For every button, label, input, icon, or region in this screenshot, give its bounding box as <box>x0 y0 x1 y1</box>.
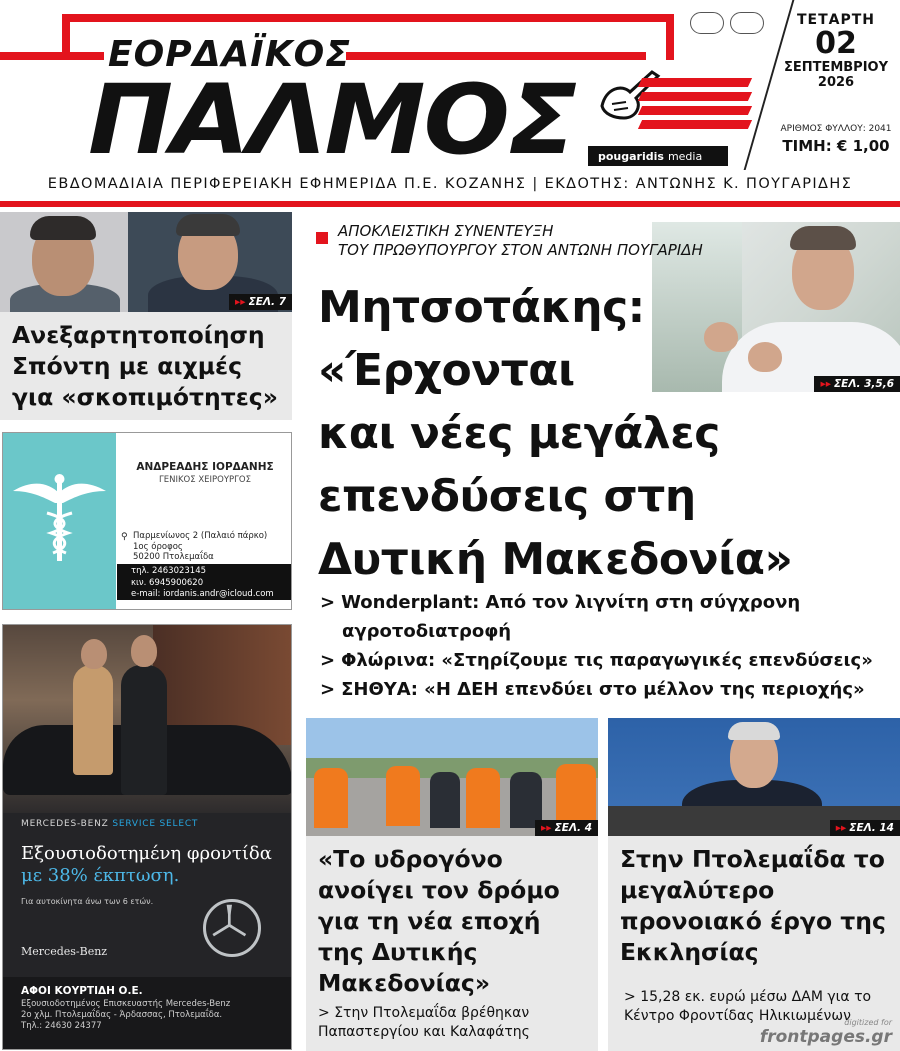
lead-kicker: ΑΠΟΚΛΕΙΣΤΙΚΗ ΣΥΝΕΝΤΕΥΞΗ ΤΟΥ ΠΡΩΘΥΠΟΥΡΓΟΥ ΣΤΟΝ ΑΝΤΩΝΗ ΠΟΥΓΑΡΙΔΗ <box>338 222 703 259</box>
lead-story[interactable] <box>300 212 900 712</box>
hydrogen-page-ref: ▸▸ ΣΕΛ. 4 <box>535 820 598 836</box>
masthead-tagline: ΕΒΔΟΜΑΔΙΑΙΑ ΠΕΡΙΦΕΡΕΙΑΚΗ ΕΦΗΜΕΡΙΔΑ Π.Ε. ΚΟΖΑΝΗΣ | ΕΚΔΟΤΗΣ: ΑΝΤΩΝΗΣ Κ. ΠΟΥΓΑΡΙΔΗΣ <box>47 176 853 192</box>
brand-bold: pougaridis <box>598 149 664 163</box>
doctor-mobile[interactable]: κιν. 6945900620 <box>131 577 204 588</box>
month: ΣΕΠΤΕΜΒΡΙΟΥ <box>783 60 889 75</box>
lead-bullets <box>320 588 900 704</box>
doctor-role: ΓΕΝΙΚΟΣ ΧΕΙΡΟΥΡΓΟΣ <box>159 475 251 485</box>
mercedes-service-line: MERCEDES-BENZ SERVICE SELECT <box>21 819 199 829</box>
dealer-line1: Εξουσιοδοτημένος Επισκευαστής Mercedes-Benz <box>21 999 231 1009</box>
doctor-name: ΑΝΔΡΕΑΔΗΣ ΙΟΡΔΑΝΗΣ <box>136 461 274 473</box>
double-arrow-icon: ▸▸ <box>235 296 246 308</box>
day-number: 02 <box>815 26 857 61</box>
masthead-title: ΠΑΛΜΟΣ <box>88 64 576 176</box>
doctor-address: ⚲ Παρμενίωνος 2 (Παλαιό πάρκο) 1ος όροφος 50200 Πτολεμαΐδα <box>121 531 268 562</box>
left-story[interactable] <box>0 212 292 420</box>
double-arrow-icon: ▸▸ <box>820 378 831 390</box>
mercedes-ad[interactable] <box>2 624 292 1050</box>
seal-icon <box>730 12 764 34</box>
masthead-rule <box>0 201 900 207</box>
doctor-contact <box>117 564 291 600</box>
dealer-phone[interactable]: Τηλ.: 24630 24377 <box>21 1021 102 1031</box>
lead-bullet-continuation: αγροτοδιατροφή <box>342 621 512 642</box>
double-arrow-icon: ▸▸ <box>835 822 847 834</box>
masthead <box>0 0 900 210</box>
mercedes-headline: Εξουσιοδοτημένη φροντίδα με 38% έκπτωση. <box>21 843 272 886</box>
lead-bullet: > Φλώρινα: «Στηρίζουμε τις παραγωγικές επενδύσεις» <box>320 650 873 671</box>
left-story-title: Ανεξαρτητοποίηση Σπόντη με αιχμές για «σκοπιμότητες» <box>12 321 278 411</box>
masthead-red-frame-mid-right <box>346 52 646 60</box>
hydrogen-story-photo <box>306 718 598 836</box>
watermark <box>760 1018 892 1047</box>
church-story-bullet: > 15,28 εκ. ευρώ μέσω ΔΑΜ για το Κέντρο Φροντίδας Ηλικιωμένων <box>624 989 872 1024</box>
mercedes-small-print: Για αυτοκίνητα άνω των 6 ετών. <box>21 897 154 906</box>
watermark-site[interactable]: frontpages.gr <box>759 1027 892 1047</box>
chevron-right-icon: > <box>320 679 336 700</box>
doctor-ad[interactable] <box>2 432 292 610</box>
chevron-right-icon: > <box>320 592 336 613</box>
price: ΤΙΜΗ: € 1,00 <box>782 137 890 155</box>
left-story-page-ref: ▸▸ ΣΕΛ. 7 <box>229 294 292 310</box>
chevron-right-icon: > <box>318 1005 335 1021</box>
chevron-right-icon: > <box>320 650 336 671</box>
church-story[interactable] <box>608 718 900 1051</box>
day-name: ΤΕΤΑΡΤΗ <box>796 12 876 28</box>
dealer-name: ΑΦΟΙ ΚΟΥΡΤΙΔΗ Ο.Ε. <box>21 985 143 997</box>
doctor-phone[interactable]: τηλ. 2463023145 <box>131 566 207 576</box>
hydrogen-story[interactable] <box>306 718 598 1051</box>
watermark-digitized: digitized for <box>844 1018 892 1027</box>
church-story-photo <box>608 718 900 836</box>
left-story-photo <box>0 212 292 312</box>
mercedes-star-icon <box>203 899 261 957</box>
kicker-marker <box>316 232 328 244</box>
church-page-ref: ▸▸ ΣΕΛ. 14 <box>830 820 900 836</box>
masthead-red-stripes <box>640 78 750 130</box>
brand-light: media <box>667 149 703 163</box>
seal-icon <box>690 12 724 34</box>
hydrogen-story-title: «Το υδρογόνο ανοίγει τον δρόμο για τη νέα εποχή της Δυτικής Μακεδονίας» <box>318 845 560 997</box>
doctor-email[interactable]: e-mail: iordanis.andr@icloud.com <box>131 589 274 599</box>
lead-bullet: > ΣΗΘΥΑ: «Η ΔΕΗ επενδύει στο μέλλον της περιοχής» <box>320 679 865 700</box>
masthead-red-frame-mid <box>0 52 104 60</box>
mercedes-dealer <box>3 977 292 1050</box>
hydrogen-story-bullet: > Στην Πτολεμαΐδα βρέθηκαν Παπαστεργίου και Καλαφάτης <box>318 1005 530 1040</box>
double-arrow-icon: ▸▸ <box>541 822 552 834</box>
lead-page-ref: ▸▸ ΣΕΛ. 3,5,6 <box>814 376 900 392</box>
masthead-subtitle: ΕΟΡΔΑΪΚΟΣ <box>108 34 351 75</box>
press-seals <box>690 12 768 34</box>
lead-bullet: > Wonderplant: Από τον λιγνίτη στη σύγχρονη <box>320 592 801 613</box>
year: 2026 <box>817 75 855 90</box>
chevron-right-icon: > <box>624 989 641 1005</box>
dealer-line2: 2ο χλμ. Πτολεμαΐδας - Άρδασσας, Πτολεμαΐδα. <box>21 1010 223 1020</box>
issue-date <box>772 12 900 90</box>
masthead-red-frame-right <box>666 14 674 60</box>
church-story-title: Στην Πτολεμαΐδα το μεγαλύτερο προνοιακό έργο της Εκκλησίας <box>620 845 886 966</box>
location-pin-icon: ⚲ <box>121 532 128 542</box>
lead-headline: Μητσοτάκης: «Έρχονται και νέες μεγάλες επενδύσεις στη Δυτική Μακεδονία» <box>318 282 793 585</box>
mercedes-ad-photo <box>3 625 292 813</box>
masthead-red-frame-top <box>62 14 674 22</box>
issue-number: ΑΡΙΘΜΟΣ ΦΥΛΛΟΥ: 2041 <box>780 124 892 134</box>
caduceus-icon <box>3 433 116 609</box>
doctor-ad-panel <box>3 433 116 609</box>
mercedes-brand: Mercedes-Benz <box>21 945 108 958</box>
publisher-brand[interactable] <box>588 146 728 166</box>
